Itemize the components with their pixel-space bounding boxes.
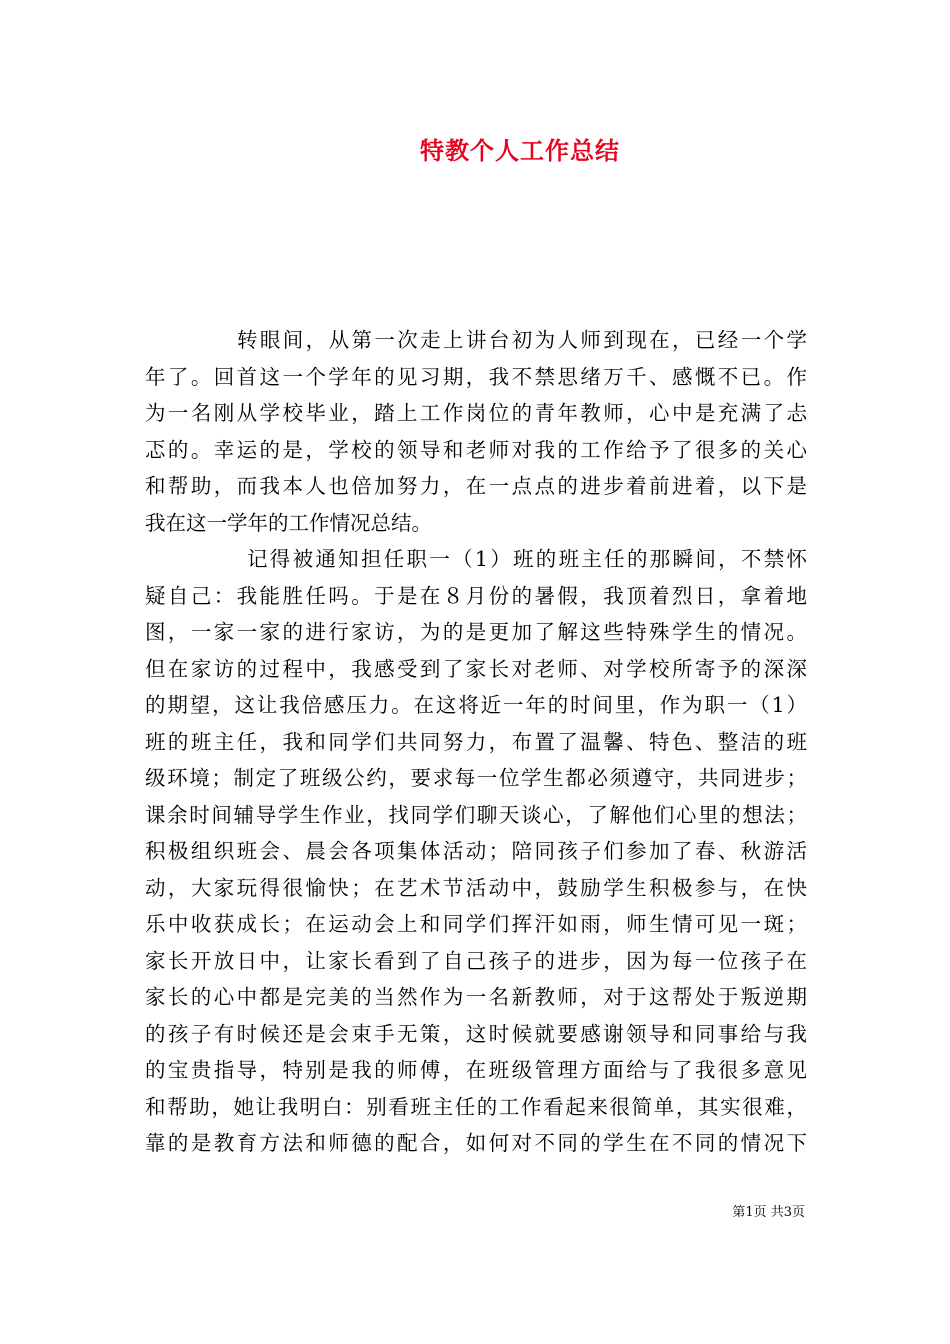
page-number-footer: 第1页 共3页 (732, 1205, 805, 1220)
text-line: 积极组织班会、晨会各项集体活动；陪同孩子们参加了春、秋游活 (145, 839, 807, 863)
text-line: 课余时间辅导学生作业，找同学们聊天谈心，了解他们心里的想法； (145, 802, 807, 827)
text-line: 的期望，这让我倍感压力。在这将近一年的时间里，作为职一（1） (145, 693, 807, 717)
text-line: 图，一家一家的进行家访，为的是更加了解这些特殊学生的情况。 (145, 620, 807, 644)
text-line: 我在这一学年的工作情况总结。 (145, 510, 432, 535)
text-line: 和帮助，她让我明白：别看班主任的工作看起来很简单，其实很难， (145, 1094, 807, 1119)
text-line: 和帮助，而我本人也倍加努力，在一点点的进步着前进着，以下是 (145, 474, 807, 498)
text-line: 级环境；制定了班级公约，要求每一位学生都必须遵守，共同进步； (145, 766, 807, 790)
text-line: 班的班主任，我和同学们共同努力，布置了温馨、特色、整洁的班 (145, 729, 807, 754)
text-line: 忑的。幸运的是，学校的领导和老师对我的工作给予了很多的关心 (145, 437, 807, 462)
text-line: 的宝贵指导，特别是我的师傅，在班级管理方面给与了我很多意见 (145, 1058, 807, 1082)
text-line: 乐中收获成长；在运动会上和同学们挥汗如雨，师生情可见一斑； (145, 912, 807, 936)
text-line: 靠的是教育方法和师德的配合，如何对不同的学生在不同的情况下 (145, 1131, 807, 1155)
document-body (145, 322, 807, 1162)
paragraph-2 (145, 541, 807, 1162)
text-line: 的孩子有时候还是会束手无策，这时候就要感谢领导和同事给与我 (145, 1021, 807, 1046)
document-title: 特教个人工作总结 (420, 136, 620, 165)
text-line: 家长开放日中，让家长看到了自己孩子的进步，因为每一位孩子在 (145, 948, 807, 973)
text-line: 动，大家玩得很愉快；在艺术节活动中，鼓励学生积极参与，在快 (145, 875, 807, 900)
text-line: 记得被通知担任职一（1）班的班主任的那瞬间，不禁怀 (247, 547, 807, 571)
text-line: 转眼间，从第一次走上讲台初为人师到现在，已经一个学 (237, 328, 807, 352)
text-line: 家长的心中都是完美的当然作为一名新教师，对于这帮处于叛逆期 (145, 985, 807, 1009)
text-line: 为一名刚从学校毕业，踏上工作岗位的青年教师，心中是充满了忐 (145, 401, 807, 425)
text-line: 但在家访的过程中，我感受到了家长对老师、对学校所寄予的深深 (145, 656, 807, 681)
text-line: 年了。回首这一个学年的见习期，我不禁思绪万千、感慨不已。作 (145, 364, 807, 389)
text-line: 疑自己：我能胜任吗。于是在８月份的暑假，我顶着烈日，拿着地 (145, 583, 807, 608)
paragraph-1 (145, 322, 807, 541)
